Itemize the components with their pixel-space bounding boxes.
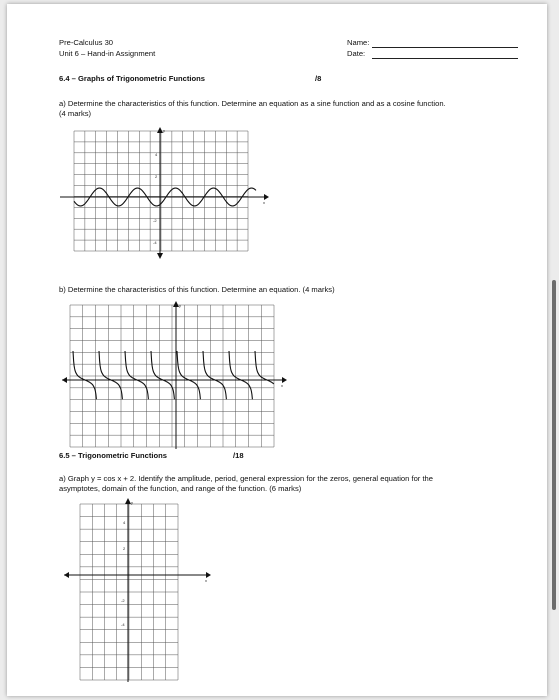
y-axis-arrow-down <box>157 253 163 259</box>
date-line <box>372 58 518 59</box>
section1-marks: /8 <box>315 74 322 83</box>
x-axis-arrow-left <box>62 377 67 383</box>
y-tick-4: 4 <box>123 520 126 525</box>
section2-title: 6.5 – Trigonometric Functions <box>59 451 168 460</box>
graph-blank-grid <box>62 498 212 684</box>
x-axis-label: x <box>281 383 283 388</box>
y-axis-label: y <box>163 128 165 133</box>
graph-grid <box>74 131 248 251</box>
y-tick-neg4: -4 <box>121 622 125 627</box>
tangent-branch <box>125 351 148 399</box>
question-2a-line1: a) Graph y = cos x + 2. Identify the amplitude, period, general expression for the zeros, general equation for the <box>59 474 433 483</box>
question-1a: a) Determine the characteristics of this function. Determine an equation as a sine function and as a cosine function. <box>59 99 446 108</box>
x-axis-label: x <box>263 200 265 205</box>
unit-title: Unit 6 – Hand-in Assignment <box>59 49 156 58</box>
tangent-branch <box>73 351 96 399</box>
date-label: Date: <box>347 49 366 58</box>
tangent-branch <box>151 351 174 399</box>
question-1b: b) Determine the characteristics of this function. Determine an equation. (4 marks) <box>59 285 335 294</box>
y-tick-2: 2 <box>123 546 126 551</box>
question-2a-line2: asymptotes, domain of the function, and range of the function. (6 marks) <box>59 484 302 493</box>
name-line <box>372 47 518 48</box>
y-tick-2: 2 <box>155 174 158 179</box>
y-tick-4: 4 <box>155 152 158 157</box>
tangent-branch <box>229 351 252 399</box>
section2-marks: /18 <box>233 451 244 460</box>
tangent-branch <box>177 351 200 399</box>
tangent-branch <box>255 351 274 384</box>
y-tick-neg2: -2 <box>121 598 125 603</box>
x-axis-label: x <box>205 578 207 583</box>
tangent-branch <box>99 351 122 399</box>
graph-tangent <box>60 301 288 451</box>
graph-sinusoid <box>60 125 270 260</box>
graph-grid <box>80 504 178 680</box>
worksheet-page <box>7 4 547 696</box>
question-1a-marks: (4 marks) <box>59 109 92 118</box>
y-axis-label: y <box>179 303 181 308</box>
name-label: Name: <box>347 38 370 47</box>
y-tick-neg4: -4 <box>153 240 157 245</box>
y-axis-label: y <box>131 500 133 505</box>
y-tick-neg2: -2 <box>153 218 157 223</box>
section1-title: 6.4 – Graphs of Trigonometric Functions <box>59 74 205 83</box>
graph-grid <box>70 305 274 447</box>
scrollbar[interactable] <box>552 280 556 610</box>
course-title: Pre-Calculus 30 <box>59 38 114 47</box>
tangent-branches <box>73 351 274 399</box>
x-axis-arrow-left <box>64 572 69 578</box>
